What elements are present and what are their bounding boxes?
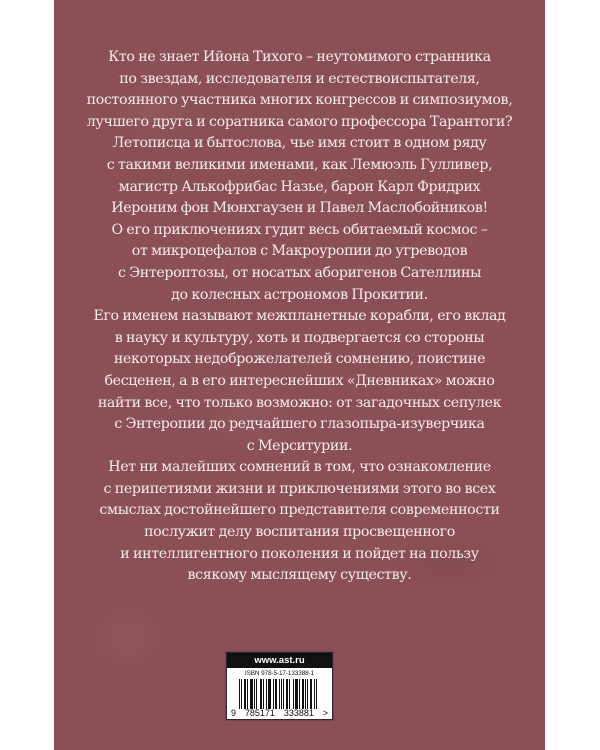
blurb-line: до колесных астрономов Прокитии. xyxy=(171,286,428,303)
blurb-line: и интеллигентного поколения и пойдет на пользу xyxy=(120,545,479,562)
blurb-line: с перипетиями жизни и приключениями этого во всех xyxy=(103,480,496,497)
barcode-digits xyxy=(227,708,332,718)
blurb-line: всякому мыслящему существу. xyxy=(187,567,412,584)
isbn-number: ISBN 978-5-17-133388-1 xyxy=(244,670,315,677)
blurb-line: бесценен, а в его интереснейших «Дневниках» можно xyxy=(104,372,495,389)
blurb-line: лучшего друга и соратника самого профессора Тарантоги? xyxy=(86,113,513,130)
blurb-line: постоянного участника многих конгрессов и симпозиумов, xyxy=(86,92,513,109)
publisher-website: www.ast.ru xyxy=(227,653,332,668)
blurb-line: найти все, что только возможно: от загадочных сепулек xyxy=(97,394,502,411)
blurb-line: по звездам, исследователя и естествоиспытателя, xyxy=(119,70,480,87)
blurb-line: послужит делу воспитания просвещенного xyxy=(144,524,455,541)
blurb-line: магистр Алькофрибас Назье, барон Карл Фридрих xyxy=(118,178,481,195)
blurb-line: некоторых недоброжелателей сомнению, поистине xyxy=(113,351,486,368)
blurb-line: Иероним фон Мюнхгаузен и Павел Маслобойников! xyxy=(111,200,488,217)
barcode-digit-group-right: 333881 xyxy=(283,708,314,718)
barcode-label xyxy=(226,652,333,720)
blurb-line: О его приключениях гудит весь обитаемый космос – xyxy=(111,221,488,238)
blurb-line: Летописца и бытослова, чье имя стоит в одном ряду xyxy=(112,135,487,152)
blurb-line: в науку и культуру, хоть и подвергается со стороны xyxy=(114,329,485,346)
barcode-digit-group-left: 785171 xyxy=(244,708,275,718)
blurb-line: с Мерситурии. xyxy=(246,437,353,454)
blurb-line: от микроцефалов с Макроуропии до угреводов xyxy=(131,243,468,260)
blurb-line: Кто не знает Ийона Тихого – неутомимого странника xyxy=(108,49,491,65)
blurb-line: Его именем называют межпланетные корабли, его вклад xyxy=(93,308,506,325)
blurb-text xyxy=(54,47,545,587)
book-back-cover xyxy=(54,0,545,750)
blurb-line: с Энтероптозы, от носатых аборигенов Сателлины xyxy=(117,264,482,281)
blurb-line: Нет ни малейших сомнений в том, что ознакомление xyxy=(108,459,491,476)
blurb-line: с такими великими именами, как Лемюэль Гулливер, xyxy=(106,156,493,173)
barcode-quiet-zone-marker: > xyxy=(322,708,328,718)
barcode-digit-lead: 9 xyxy=(231,708,237,718)
blurb-line: с Энтеропии до редчайшего глазопыра-изуверчика xyxy=(114,416,485,433)
blurb-line: смыслах достойнейшего представителя современности xyxy=(99,502,500,519)
barcode-bars-icon xyxy=(239,679,321,709)
